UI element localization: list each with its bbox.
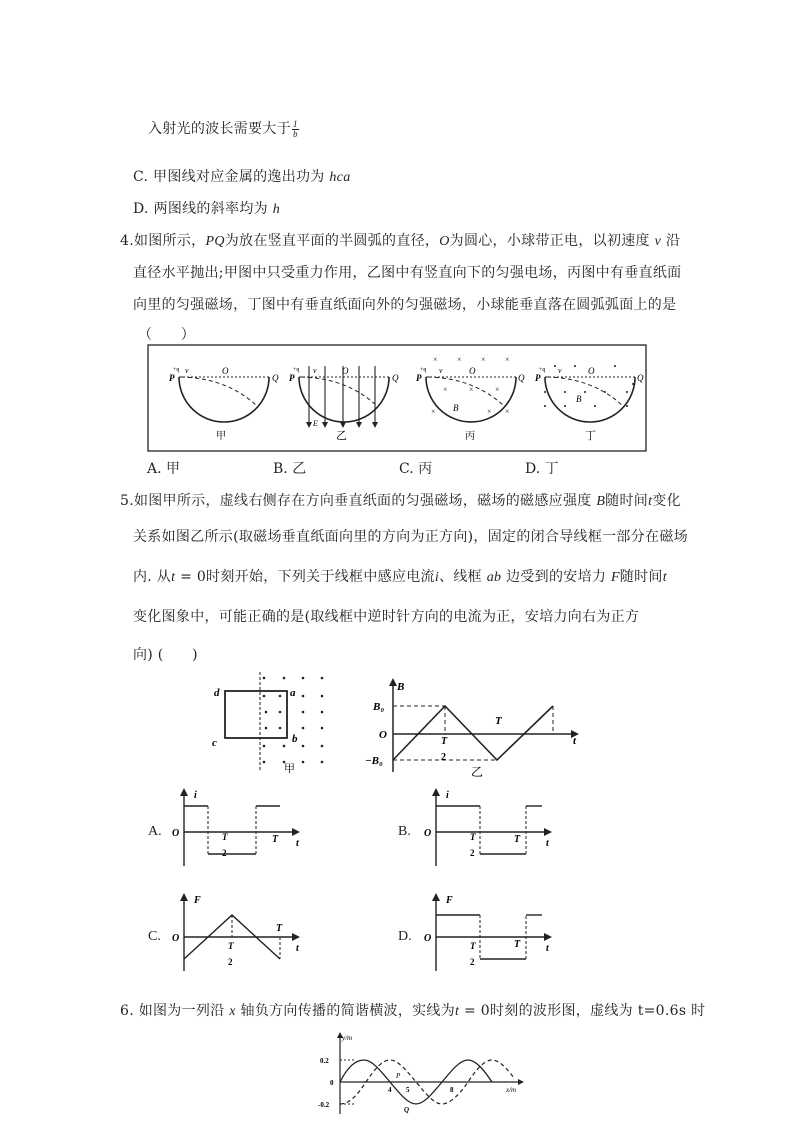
frac-num: 1 bbox=[293, 118, 298, 129]
q6-stem-line1 bbox=[120, 1000, 705, 1020]
label-T: T bbox=[276, 923, 283, 934]
caption-yi: 乙 bbox=[471, 765, 484, 779]
label-Q: Q bbox=[272, 373, 279, 383]
label-O: O bbox=[172, 933, 180, 944]
fig-yi bbox=[289, 366, 399, 442]
q4-option-c[interactable]: C. 丙 bbox=[399, 461, 433, 477]
label-halfT-num: T bbox=[228, 941, 234, 951]
fig-caption-jia: 甲 bbox=[216, 431, 226, 442]
fig-bing bbox=[416, 355, 525, 442]
label-Q: Q bbox=[637, 373, 644, 383]
label-t: t bbox=[546, 838, 549, 849]
q5-option-c-graph[interactable] bbox=[166, 893, 306, 973]
q6-text: 轴负方向传播的简谐横波，实线为 bbox=[235, 1003, 456, 1019]
svg-text:×: × bbox=[433, 355, 438, 364]
q4-text: 为放在竖直平面的半圆弧的直径， bbox=[224, 233, 440, 249]
frac-den: b bbox=[293, 128, 298, 139]
svg-text:×: × bbox=[457, 355, 462, 364]
label-P: P bbox=[416, 373, 422, 383]
label-halfT-den: 2 bbox=[441, 752, 446, 763]
q5-var: F bbox=[610, 570, 620, 585]
q5-stem-line4: 变化图象中，可能正确的是(取线框中逆时针方向的电流为正，安培力向右为正方 bbox=[133, 609, 640, 625]
q4-figure bbox=[147, 344, 647, 452]
label-P: P bbox=[289, 373, 295, 383]
svg-text:×: × bbox=[505, 407, 510, 416]
q5-text: = 0时刻开始，下列关于线框中感应电流 bbox=[175, 569, 435, 585]
caption-jia: 甲 bbox=[284, 763, 295, 775]
q5-text: 5.如图甲所示，虚线右侧存在方向垂直纸面的匀强磁场，磁场的磁感应强度 bbox=[120, 493, 597, 509]
q5-option-d-label[interactable]: D. bbox=[398, 929, 412, 944]
label-O: O bbox=[342, 366, 349, 376]
q5-option-a-graph[interactable] bbox=[166, 788, 306, 868]
q5-text: 随时间 bbox=[619, 569, 663, 585]
label-q: +q bbox=[420, 367, 427, 373]
option-c-var: hca bbox=[329, 170, 351, 185]
label-halfT-num: T bbox=[470, 941, 476, 951]
q4-text: 为圆心，小球带正电，以初速度 bbox=[449, 233, 655, 249]
label-halfT-num: T bbox=[470, 832, 476, 842]
svg-text:×: × bbox=[443, 385, 448, 394]
q4-option-d[interactable]: D. 丁 bbox=[525, 461, 559, 477]
q4-answer-paren: （ ） bbox=[138, 327, 196, 343]
tick-0: 0 bbox=[330, 1079, 334, 1087]
label-P: P bbox=[396, 1072, 401, 1080]
label-b: b bbox=[292, 733, 298, 745]
label-negB0: −B₀ bbox=[365, 755, 383, 767]
label-t: t bbox=[546, 943, 549, 954]
label-t: t bbox=[296, 943, 299, 954]
label-halfT-den: 2 bbox=[470, 957, 475, 967]
tick-5: 5 bbox=[406, 1086, 410, 1094]
fig-caption-ding: 丁 bbox=[585, 430, 596, 442]
q5-var: ab bbox=[486, 570, 502, 585]
q3-option-c bbox=[133, 166, 351, 186]
q4-option-b[interactable]: B. 乙 bbox=[273, 461, 307, 477]
option-d-var: h bbox=[272, 202, 280, 217]
q5-stem-line5: 向) ( ) bbox=[133, 647, 198, 663]
q6-wave-figure bbox=[314, 1030, 530, 1116]
label-halfT-den: 2 bbox=[228, 957, 233, 967]
q5-option-d-graph[interactable] bbox=[418, 893, 558, 973]
label-P: P bbox=[169, 373, 175, 383]
q5-var: B bbox=[596, 494, 606, 509]
q5-text: 边受到的安培力 bbox=[501, 569, 611, 585]
q5-option-b-graph[interactable] bbox=[418, 788, 558, 868]
q5-var: t bbox=[171, 570, 176, 585]
q5-text: 变化 bbox=[652, 493, 681, 509]
label-B: B bbox=[397, 681, 405, 693]
q3-text: 入射光的波长需要大于 bbox=[148, 121, 291, 137]
label-halfT-den: 2 bbox=[470, 848, 475, 858]
label-E: E bbox=[313, 419, 318, 428]
axis-y-label: y/m bbox=[342, 1034, 353, 1042]
q5-fig-jia bbox=[208, 668, 338, 778]
label-v: v bbox=[185, 366, 189, 375]
svg-text:×: × bbox=[469, 385, 474, 394]
q5-option-a-label[interactable]: A. bbox=[148, 824, 162, 839]
q5-stem-line2: 关系如图乙所示(取磁场垂直纸面向里的方向为正方向)，固定的闭合导线框一部分在磁场 bbox=[133, 529, 688, 545]
label-T: T bbox=[495, 715, 502, 727]
q4-stem-line1 bbox=[120, 230, 680, 250]
svg-text:×: × bbox=[495, 385, 500, 394]
label-T: T bbox=[272, 834, 279, 845]
label-O: O bbox=[172, 828, 180, 839]
q4-option-a[interactable]: A. 甲 bbox=[147, 461, 181, 477]
q5-text: 内. 从 bbox=[133, 569, 172, 585]
q5-var: i bbox=[434, 570, 440, 585]
q5-var: t bbox=[662, 570, 667, 585]
label-c: c bbox=[212, 737, 217, 749]
svg-text:×: × bbox=[431, 407, 436, 416]
label-O: O bbox=[424, 828, 432, 839]
label-O: O bbox=[379, 729, 387, 741]
q5-option-c-label[interactable]: C. bbox=[148, 929, 161, 944]
q4-var: v bbox=[654, 234, 662, 249]
q4-text: 沿 bbox=[661, 233, 681, 249]
label-T: T bbox=[514, 939, 521, 950]
q4-var: PQ bbox=[205, 234, 225, 249]
label-q: +q bbox=[293, 367, 300, 373]
label-t: t bbox=[296, 838, 299, 849]
label-a: a bbox=[290, 687, 296, 699]
label-q: +q bbox=[539, 367, 546, 373]
q5-var: t bbox=[648, 494, 653, 509]
fraction bbox=[292, 120, 299, 139]
label-T: T bbox=[514, 834, 521, 845]
label-v: v bbox=[558, 366, 562, 375]
q4-text: 4.如图所示， bbox=[120, 233, 206, 249]
q5-option-b-label[interactable]: B. bbox=[398, 824, 411, 839]
label-Q: Q bbox=[392, 373, 399, 383]
q6-text: 6. 如图为一列沿 bbox=[120, 1003, 230, 1019]
fig-jia bbox=[169, 366, 279, 442]
tick-minus-0.2: -0.2 bbox=[318, 1101, 330, 1109]
svg-text:×: × bbox=[487, 407, 492, 416]
axis-i: i bbox=[194, 790, 197, 801]
q3-option-line bbox=[148, 118, 299, 139]
axis-i: i bbox=[446, 790, 449, 801]
q4-stem-line3: 向里的匀强磁场，丁图中有垂直纸面向外的匀强磁场，小球能垂直落在圆弧弧面上的是 bbox=[133, 297, 677, 313]
svg-text:×: × bbox=[505, 355, 510, 364]
q3-option-d bbox=[133, 198, 280, 218]
option-d-text: D. 两图线的斜率均为 bbox=[133, 201, 273, 217]
q4-var: O bbox=[439, 234, 450, 249]
label-O: O bbox=[469, 366, 476, 376]
q5-text: 随时间 bbox=[605, 493, 649, 509]
label-v: v bbox=[439, 366, 443, 375]
label-v: v bbox=[313, 366, 317, 375]
label-O: O bbox=[424, 933, 432, 944]
label-halfT-den: 2 bbox=[222, 848, 227, 858]
axis-x-label: x/m bbox=[506, 1086, 517, 1094]
q6-text: = 0时刻的波形图，虚线为 t=0.6s 时 bbox=[459, 1003, 706, 1019]
label-B: B bbox=[576, 394, 582, 404]
label-O: O bbox=[588, 366, 595, 376]
label-halfT-num: T bbox=[222, 832, 228, 842]
tick-4: 4 bbox=[388, 1086, 392, 1094]
fig-ding bbox=[535, 365, 644, 442]
label-halfT-num: T bbox=[441, 736, 448, 747]
label-Q: Q bbox=[518, 373, 525, 383]
q4-stem-line2: 直径水平抛出;甲图中只受重力作用，乙图中有竖直向下的匀强电场，丙图中有垂直纸面 bbox=[133, 265, 682, 281]
label-Q: Q bbox=[404, 1106, 410, 1114]
q5-stem-line3 bbox=[133, 566, 667, 586]
label-P: P bbox=[535, 373, 541, 383]
fig-caption-bing: 丙 bbox=[465, 431, 475, 442]
axis-F: F bbox=[194, 895, 201, 906]
q5-stem-line1 bbox=[120, 490, 681, 510]
fig-caption-yi: 乙 bbox=[336, 430, 347, 442]
tick-0.2: 0.2 bbox=[320, 1057, 329, 1065]
label-B0: B₀ bbox=[373, 701, 385, 713]
label-d: d bbox=[214, 687, 220, 699]
label-t: t bbox=[573, 735, 577, 747]
axis-F: F bbox=[446, 895, 453, 906]
option-c-text: C. 甲图线对应金属的逸出功为 bbox=[133, 169, 330, 185]
tick-8: 8 bbox=[450, 1086, 454, 1094]
label-O: O bbox=[222, 366, 229, 376]
svg-text:×: × bbox=[481, 355, 486, 364]
q6-var: t bbox=[455, 1004, 460, 1019]
label-q: +q bbox=[173, 367, 180, 373]
q6-var: x bbox=[229, 1004, 236, 1019]
q5-text: 、线框 bbox=[439, 569, 487, 585]
q5-fig-yi bbox=[365, 676, 587, 780]
label-B: B bbox=[453, 403, 459, 413]
